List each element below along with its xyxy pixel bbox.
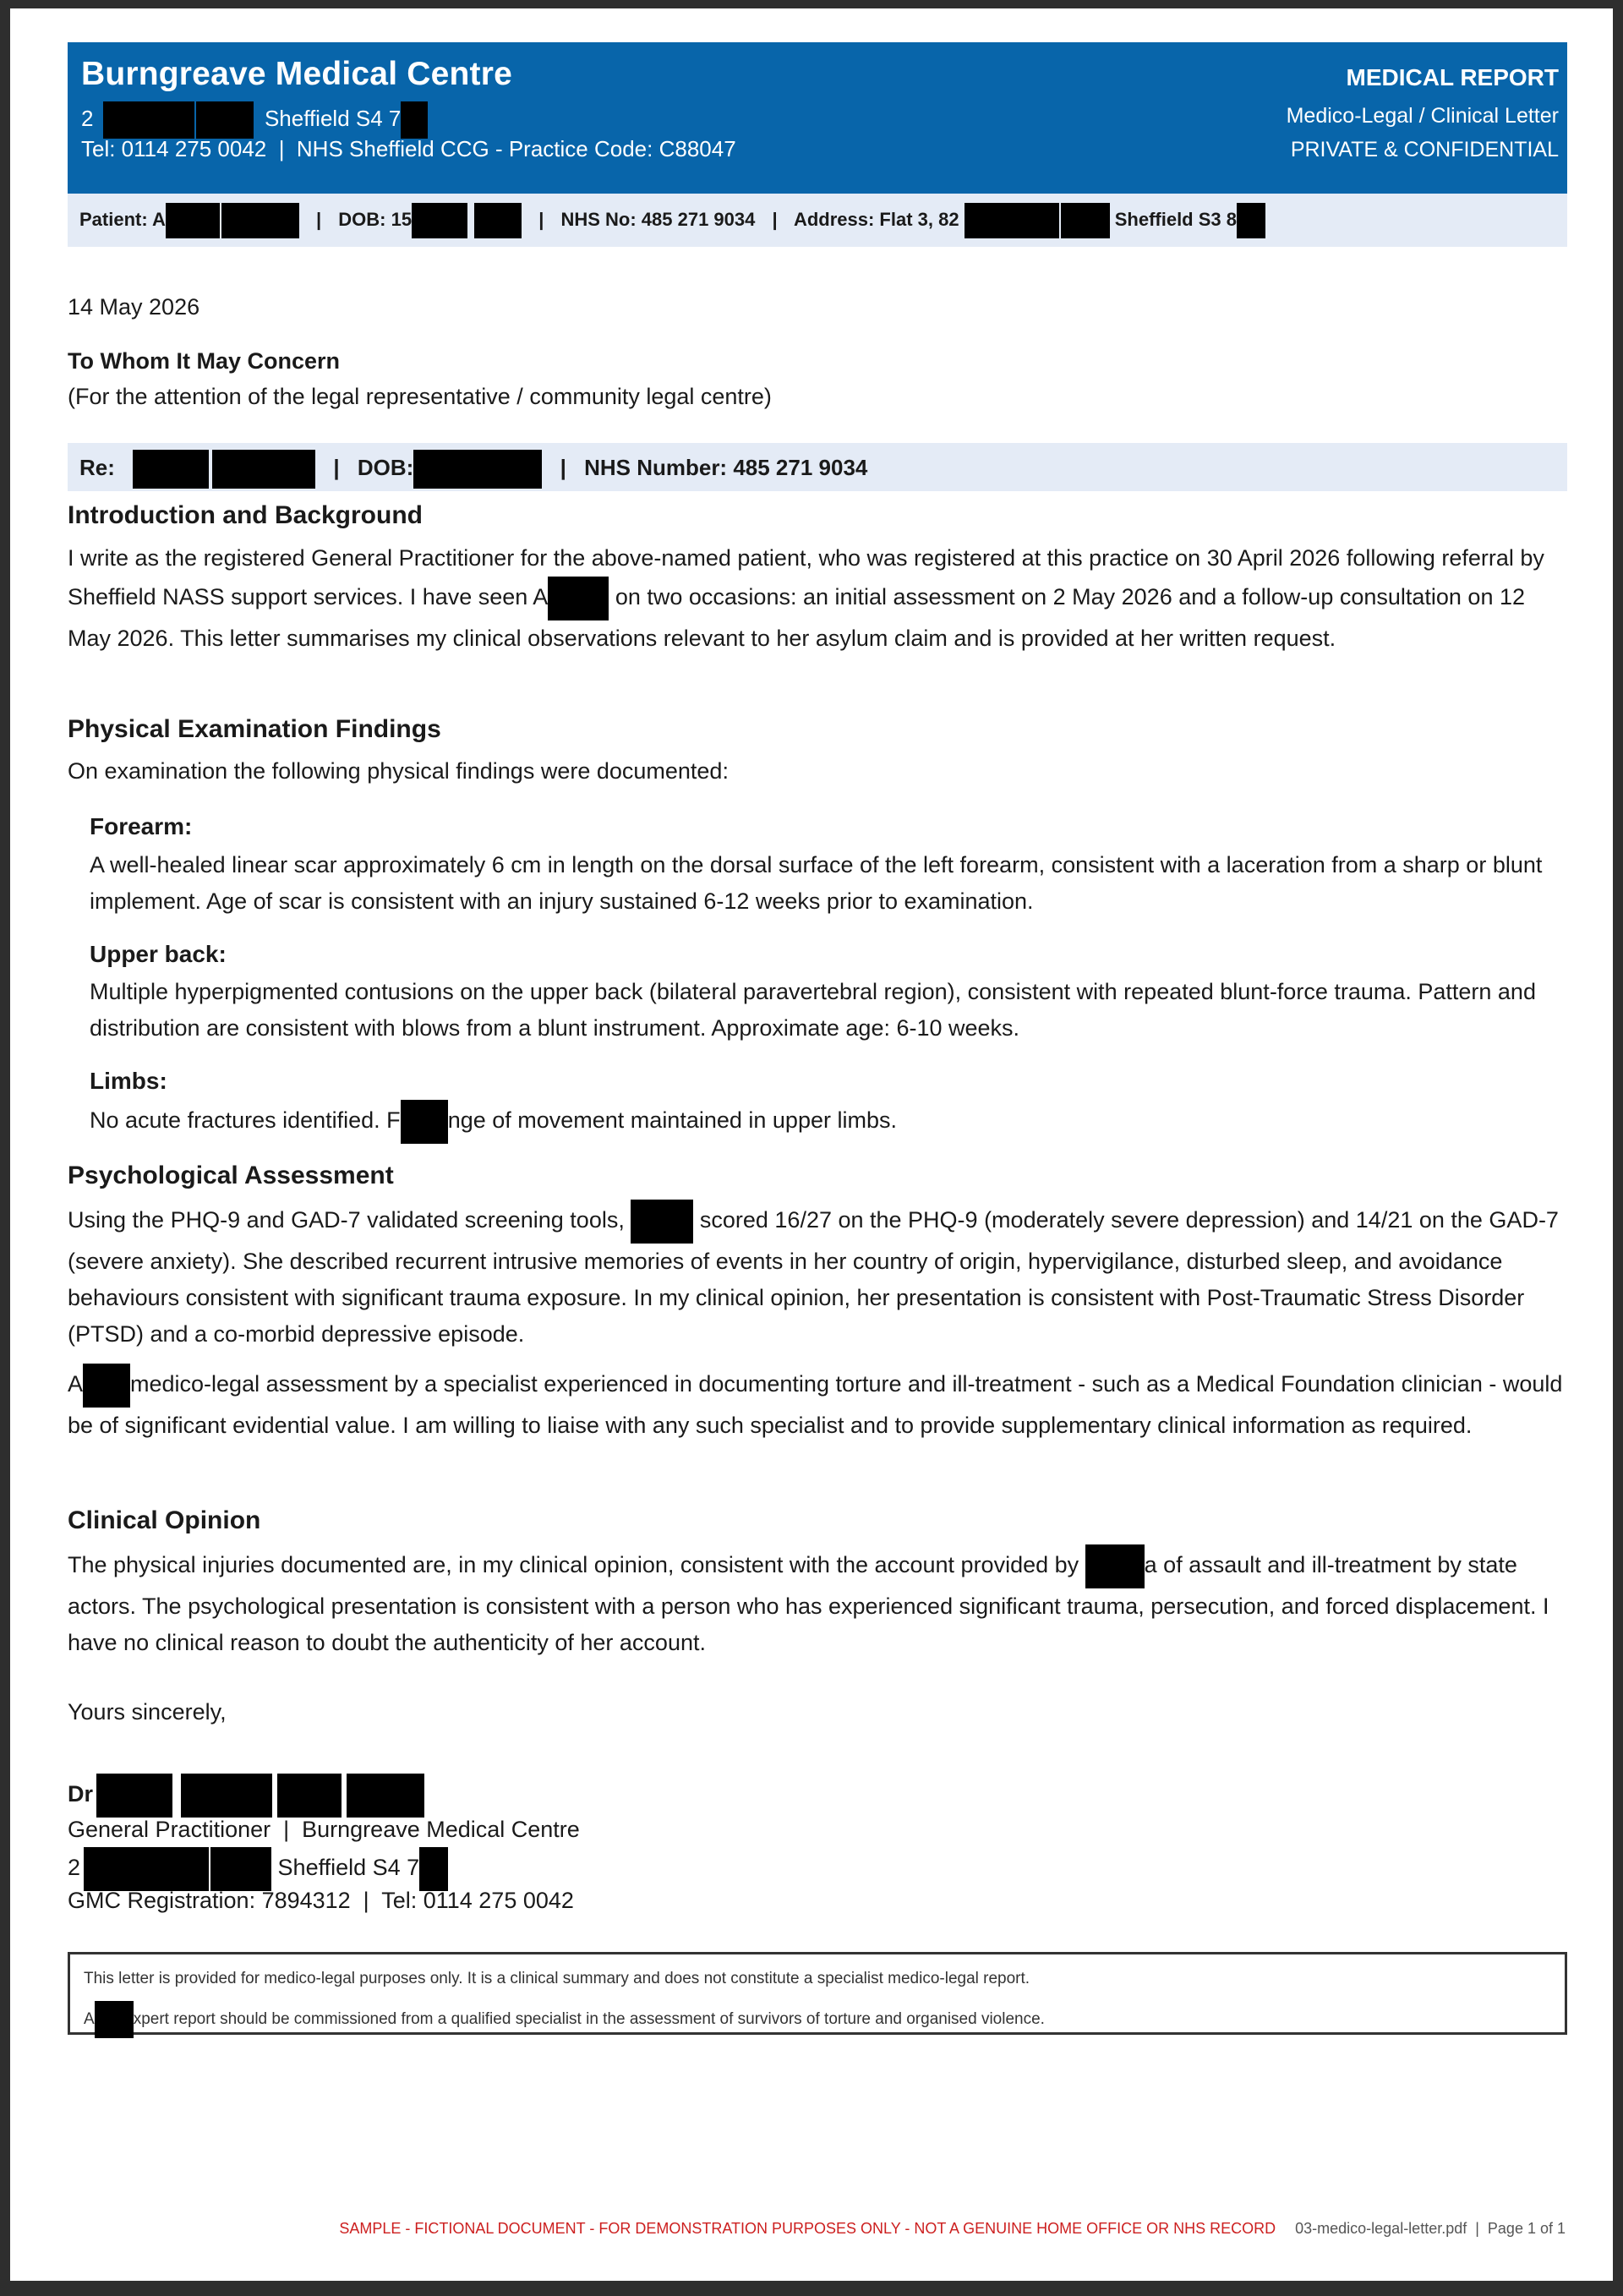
practice-contact: Tel: 0114 275 0042 | NHS Sheffield CCG - Practice Code: C88047: [81, 136, 736, 161]
forearm-label: Forearm:: [90, 813, 193, 839]
redaction-block: [1237, 203, 1265, 238]
psych-text-c: A: [68, 1371, 84, 1397]
address-start: 2: [81, 105, 94, 131]
redaction-block: [133, 450, 209, 489]
document-page: [10, 8, 1613, 2281]
signatory-role: General Practitioner | Burngreave Medical Centre: [68, 1817, 580, 1842]
disclaimer-line-2: [84, 2001, 1045, 2038]
intro-text-b: on two occasions: an initial assessment on 2 May 2026 and a follow-up consultation on 12 May 2026. This letter summarises my clinical observations relevant to her asylum claim and is provided at her written request.: [68, 584, 1525, 651]
patient-info-bar: [68, 194, 1567, 247]
psych-paragraph-1: [68, 1200, 1572, 1353]
re-label: Re:: [79, 454, 115, 480]
re-bar: [68, 443, 1567, 491]
limbs-text-b: nge of movement maintained in upper limbs.: [447, 1107, 897, 1134]
sample-notice: SAMPLE - FICTIONAL DOCUMENT - FOR DEMONSTRATION PURPOSES ONLY - NOT A GENUINE HOME OFFICE OR NHS RECORD: [339, 2220, 1276, 2237]
address-city: Sheffield S4 7: [264, 105, 402, 131]
redaction-block: [412, 203, 467, 238]
opinion-text-a: The physical injuries documented are, in my clinical opinion, consistent with the account provided by: [68, 1552, 1079, 1578]
intro-paragraph: [68, 540, 1572, 657]
page-footer: [339, 2220, 1566, 2238]
file-meta: 03-medico-legal-letter.pdf | Page 1 of 1: [1295, 2220, 1566, 2237]
psych-paragraph-2: [68, 1364, 1572, 1444]
address-city: Sheffield S4 7: [277, 1855, 420, 1881]
limbs-text-a: No acute fractures identified. F: [90, 1107, 401, 1134]
redaction-block: [1085, 1544, 1145, 1588]
address-city: Sheffield S3 8: [1114, 208, 1237, 230]
report-title: MEDICAL REPORT: [1346, 64, 1559, 90]
dob-label: DOB: 15: [338, 208, 413, 230]
psych-text-d: medico-legal assessment by a specialist experienced in documenting torture and ill-treatment - such as a Medical Foundation clinician - would be of significant evidential value. I am willing to liaise with any such specialist and to provide supplementary clinical information as required.: [68, 1371, 1563, 1438]
re-dob-label: DOB:: [357, 454, 414, 480]
salutation: To Whom It May Concern: [68, 348, 340, 374]
redaction-block: [631, 1200, 693, 1244]
report-subtitle: Medico-Legal / Clinical Letter: [1286, 104, 1559, 128]
practice-name: Burngreave Medical Centre: [81, 56, 513, 92]
separator: |: [560, 454, 566, 480]
redaction-block: [474, 203, 522, 238]
opinion-text-b: a of assault and ill-treatment by state actors. The psychological presentation is consistent with a person who has experienced significant trauma, persecution, and forced displacement. I have no clinical reason to doubt the authenticity of her account.: [68, 1552, 1549, 1655]
redaction-block: [221, 203, 299, 238]
redaction-block: [401, 101, 428, 139]
physical-intro: On examination the following physical findings were documented:: [68, 758, 729, 784]
section-heading-physical: Physical Examination Findings: [68, 715, 441, 743]
confidentiality-label: PRIVATE & CONFIDENTIAL: [1290, 138, 1559, 161]
opinion-paragraph: [68, 1544, 1572, 1661]
redaction-block: [413, 450, 542, 489]
nhs-number: NHS No: 485 271 9034: [560, 208, 756, 230]
separator: |: [772, 208, 778, 230]
upper-back-label: Upper back:: [90, 941, 227, 967]
separator: |: [333, 454, 340, 480]
redaction-block: [401, 1100, 448, 1144]
intro-text-a: I write as the registered General Practitioner for the above-named patient, who was registered at this practice on 30 April 2026 following referral by Sheffield NASS support services. I have seen A: [68, 545, 1544, 610]
practice-address: [81, 101, 428, 139]
address-label: Address: Flat 3, 82: [793, 208, 959, 230]
patient-label: Patient: A: [79, 208, 166, 230]
redaction-block: [83, 1364, 130, 1408]
redaction-block: [103, 101, 194, 139]
closing: Yours sincerely,: [68, 1699, 227, 1725]
psych-text-a: Using the PHQ-9 and GAD-7 validated screening tools,: [68, 1207, 625, 1233]
disclaimer-text-b: xpert report should be commissioned from a qualified specialist in the assessment of survivors of torture and organised violence.: [133, 2010, 1045, 2029]
separator: |: [538, 208, 544, 230]
gmc-registration: GMC Registration: 7894312 | Tel: 0114 275 0042: [68, 1888, 574, 1913]
disclaimer-line-1: This letter is provided for medico-legal purposes only. It is a clinical summary and does not constitute a specialist medico-legal report.: [84, 1970, 1030, 1987]
forearm-text: A well-healed linear scar approximately 6 cm in length on the dorsal surface of the left forearm, consistent with a laceration from a sharp or blunt implement. Age of scar is consistent with an injury sustained 6-12 weeks prior to examination.: [90, 852, 1543, 914]
redaction-block: [212, 450, 315, 489]
upper-back-text: Multiple hyperpigmented contusions on the upper back (bilateral paravertebral region), consistent with repeated blunt-force trauma. Pattern and distribution are consistent with blows from a blunt instrument. Approximate age: 6-10 weeks.: [90, 979, 1536, 1041]
limbs-label: Limbs:: [90, 1068, 167, 1094]
section-heading-introduction: Introduction and Background: [68, 501, 423, 529]
psych-text-b: scored 16/27 on the PHQ-9 (moderately severe depression) and 14/21 on the GAD-7 (severe anxiety). She described recurrent intrusive memories of events in her country of origin, hypervigilance, disturbed sleep, and avoidance behaviours consistent with significant trauma exposure. In my clinical opinion, her presentation is consistent with Post-Traumatic Stress Disorder (PTSD) and a co-morbid depressive episode.: [68, 1207, 1559, 1347]
redaction-block: [95, 2001, 134, 2038]
re-nhs-number: NHS Number: 485 271 9034: [584, 454, 868, 480]
separator: |: [315, 208, 322, 230]
redaction-block: [965, 203, 1059, 238]
letter-date: 14 May 2026: [68, 294, 200, 320]
limbs-text: [90, 1100, 1569, 1144]
practice-header: [68, 42, 1567, 194]
redaction-block: [166, 203, 220, 238]
name-prefix: Dr: [68, 1781, 94, 1807]
redaction-block: [548, 577, 609, 620]
redaction-block: [1061, 203, 1110, 238]
disclaimer-box: [68, 1952, 1567, 2035]
address-start: 2: [68, 1855, 81, 1881]
section-heading-opinion: Clinical Opinion: [68, 1506, 261, 1534]
section-heading-psychological: Psychological Assessment: [68, 1162, 394, 1189]
attention-line: (For the attention of the legal representative / community legal centre): [68, 384, 772, 409]
redaction-block: [196, 101, 254, 139]
disclaimer-text-a: A: [84, 2010, 95, 2029]
